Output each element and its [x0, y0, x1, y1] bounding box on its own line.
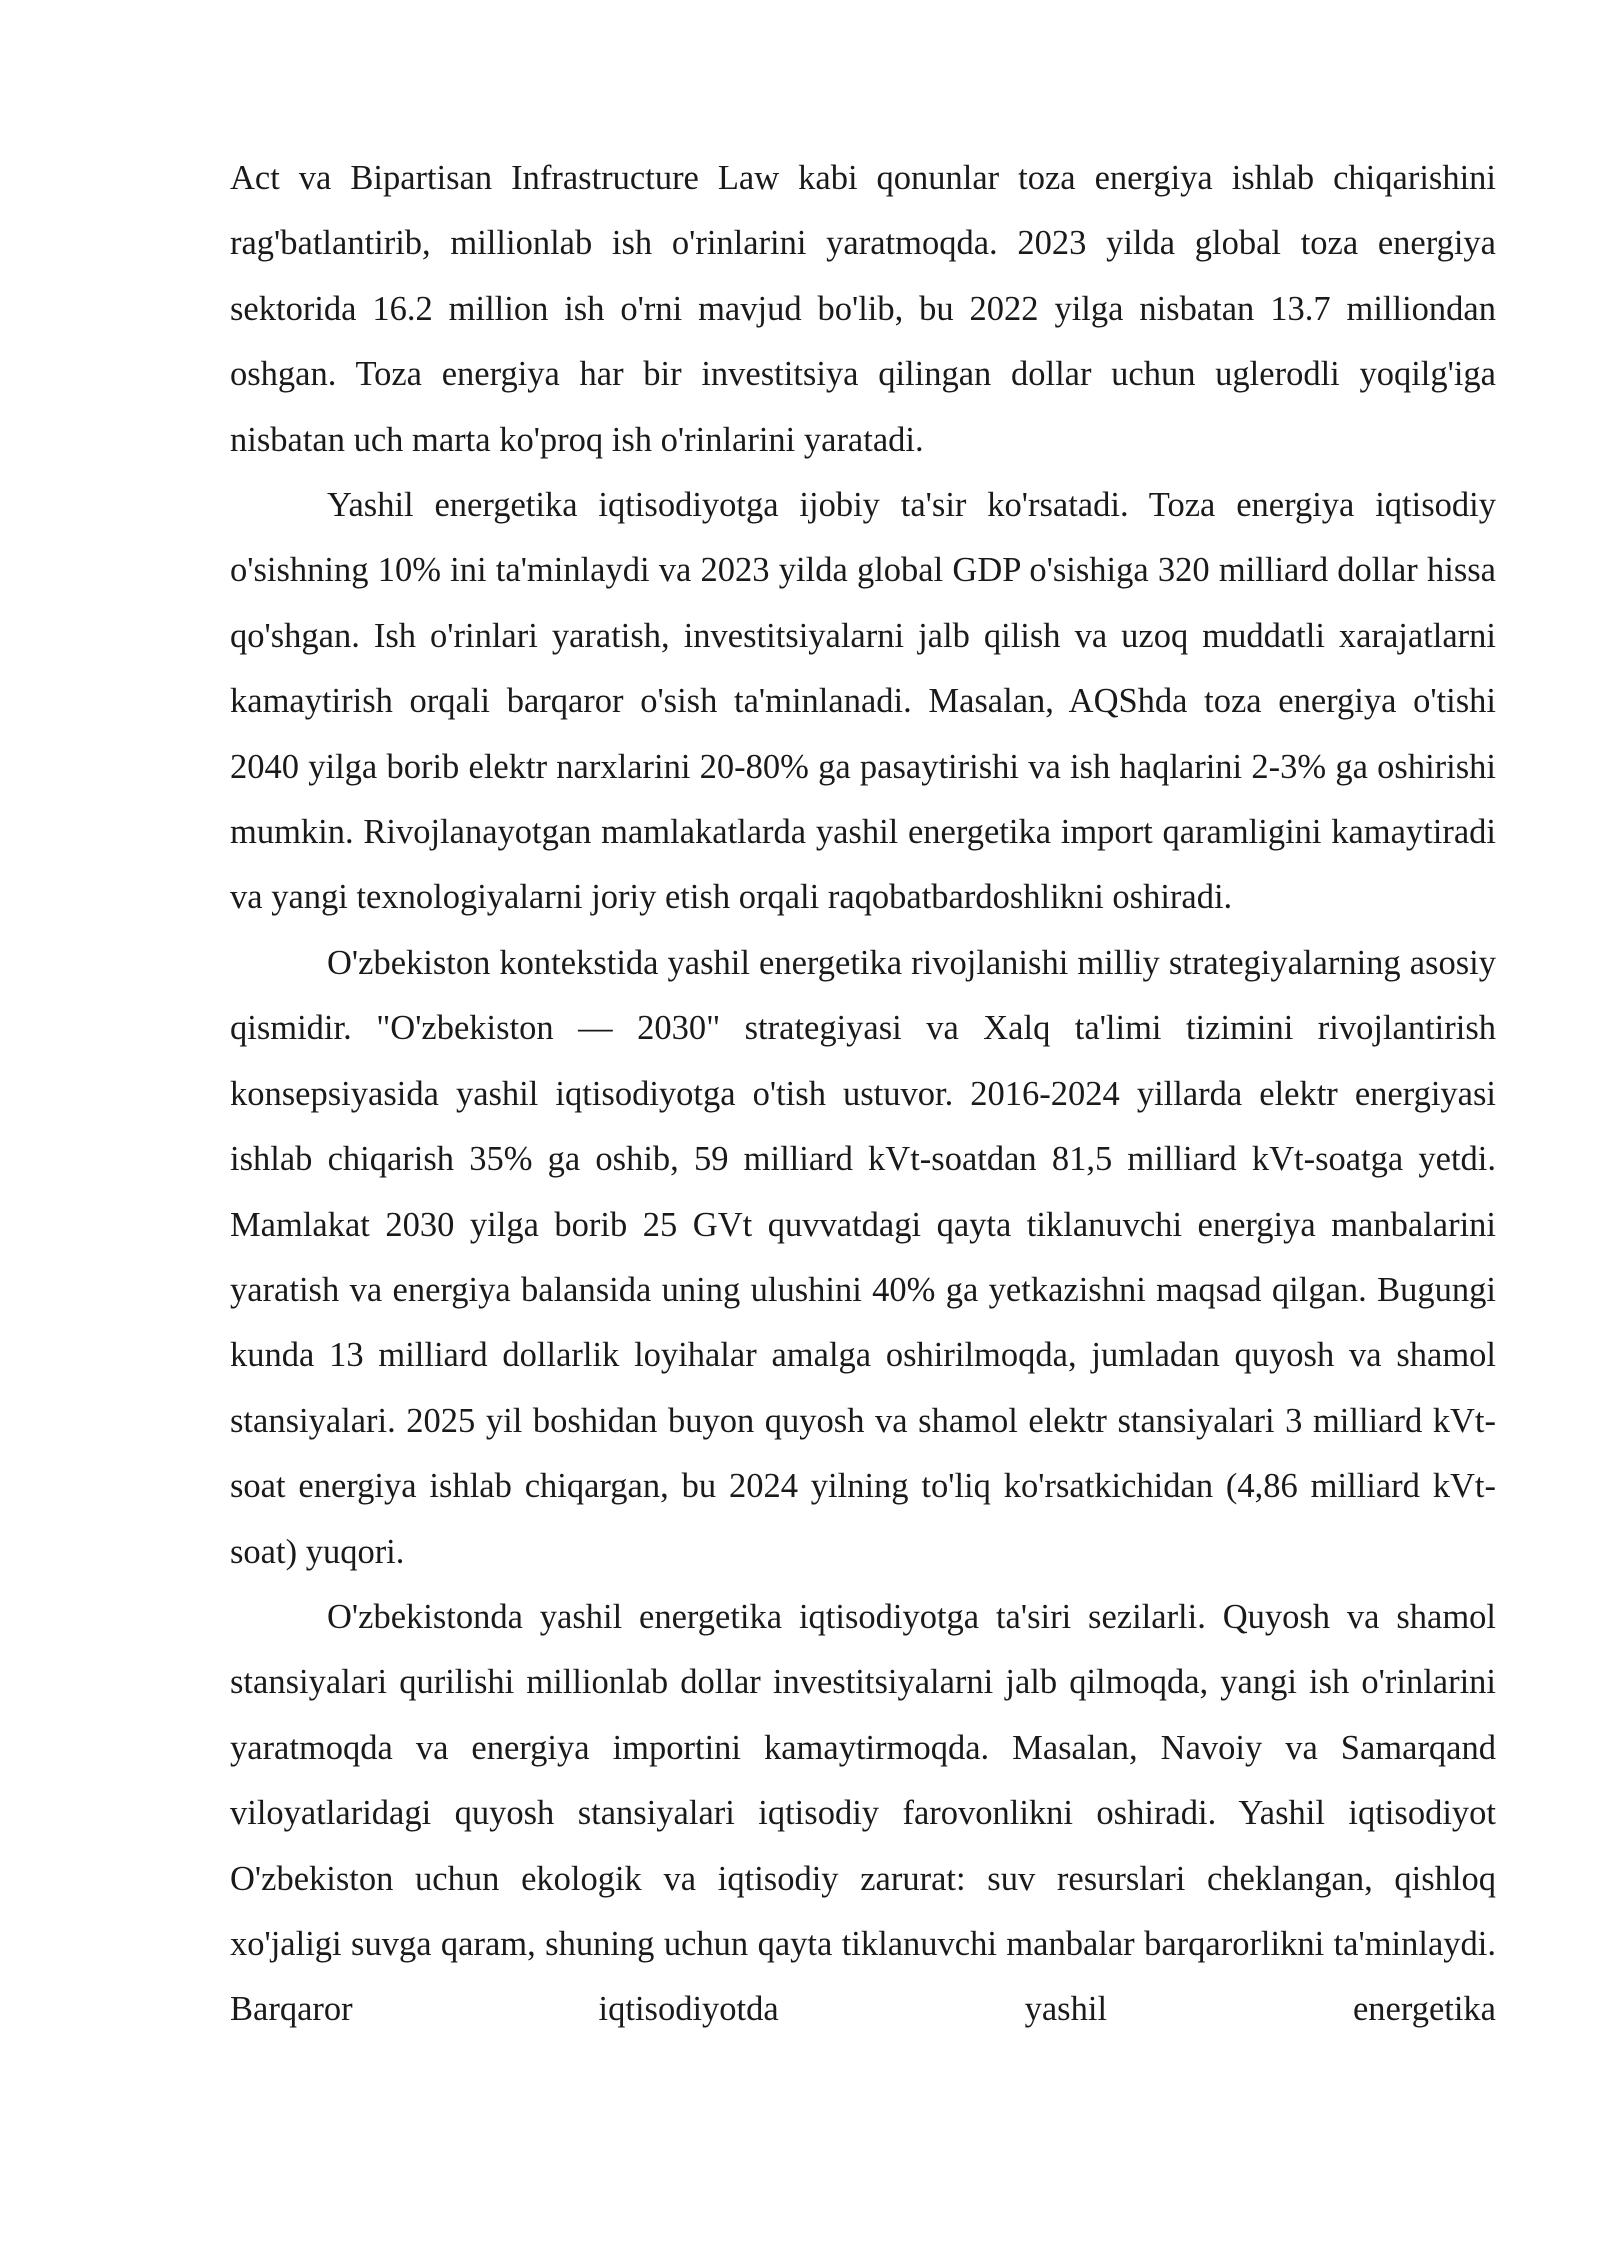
paragraph-uzbekistan-impact: O'zbekistonda yashil energetika iqtisodiyotga ta'siri sezilarli. Quyosh va shamol stansiyalari qurilishi millionlab dollar investitsiyalarni jalb qilmoqda, yangi ish o'rinlarini yaratmoqda va energiya importini kamaytirmoqda. Masalan, Navoiy va Samarqand viloyatlaridagi quyosh stansiyalari iqtisodiy farovonlikni oshiradi. Yashil iqtisodiyot O'zbekiston uchun ekologik va iqtisodiy zarurat: suv resurslari cheklangan, qishloq xo'jaligi suvga qaram, shuning uchun qayta tiklanuvchi manbalar barqarorlikni ta'minlaydi. Barqaror iqtisodiyotda yashil energetika: [230, 1597, 1496, 2029]
document-page: [230, 146, 1496, 2043]
paragraph-clean-energy-jobs: Act va Bipartisan Infrastructure Law kabi qonunlar toza energiya ishlab chiqarishini rag'batlantirib, millionlab ish o'rinlarini yaratmoqda. 2023 yilda global toza energiya sektorida 16.2 million ish o'rni mavjud bo'lib, bu 2022 yilga nisbatan 13.7 milliondan oshgan. Toza energiya har bir investitsiya qilingan dollar uchun uglerodli yoqilg'iga nisbatan uch marta ko'proq ish o'rinlarini yaratadi.: [230, 159, 1496, 459]
paragraph-economic-impact: Yashil energetika iqtisodiyotga ijobiy ta'sir ko'rsatadi. Toza energiya iqtisodiy o'sishning 10% ini ta'minlaydi va 2023 yilda global GDP o'sishiga 320 milliard dollar hissa qo'shgan. Ish o'rinlari yaratish, investitsiyalarni jalb qilish va uzoq muddatli xarajatlarni kamaytirish orqali barqaror o'sish ta'minlanadi. Masalan, AQShda toza energiya o'tishi 2040 yilga borib elektr narxlarini 20-80% ga pasaytirishi va ish haqlarini 2-3% ga oshirishi mumkin. Rivojlanayotgan mamlakatlarda yashil energetika import qaramligini kamaytiradi va yangi texnologiyalarni joriy etish orqali raqobatbardoshlikni oshiradi.: [230, 486, 1496, 917]
paragraph-uzbekistan-strategy: O'zbekiston kontekstida yashil energetika rivojlanishi milliy strategiyalarning asosiy qismidir. "O'zbekiston — 2030" strategiyasi va Xalq ta'limi tizimini rivojlantirish konsepsiyasida yashil iqtisodiyotga o'tish ustuvor. 2016-2024 yillarda elektr energiyasi ishlab chiqarish 35% ga oshib, 59 milliard kVt-soatdan 81,5 milliard kVt-soatga yetdi. Mamlakat 2030 yilga borib 25 GVt quvvatdagi qayta tiklanuvchi energiya manbalarini yaratish va energiya balansida uning ulushini 40% ga yetkazishni maqsad qilgan. Bugungi kunda 13 milliard dollarlik loyihalar amalga oshirilmoqda, jumladan quyosh va shamol stansiyalari. 2025 yil boshidan buyon quyosh va shamol elektr stansiyalari 3 milliard kVt-soat energiya ishlab chiqargan, bu 2024 yilning to'liq ko'rsatkichidan (4,86 milliard kVt-soat) yuqori.: [230, 943, 1496, 1571]
